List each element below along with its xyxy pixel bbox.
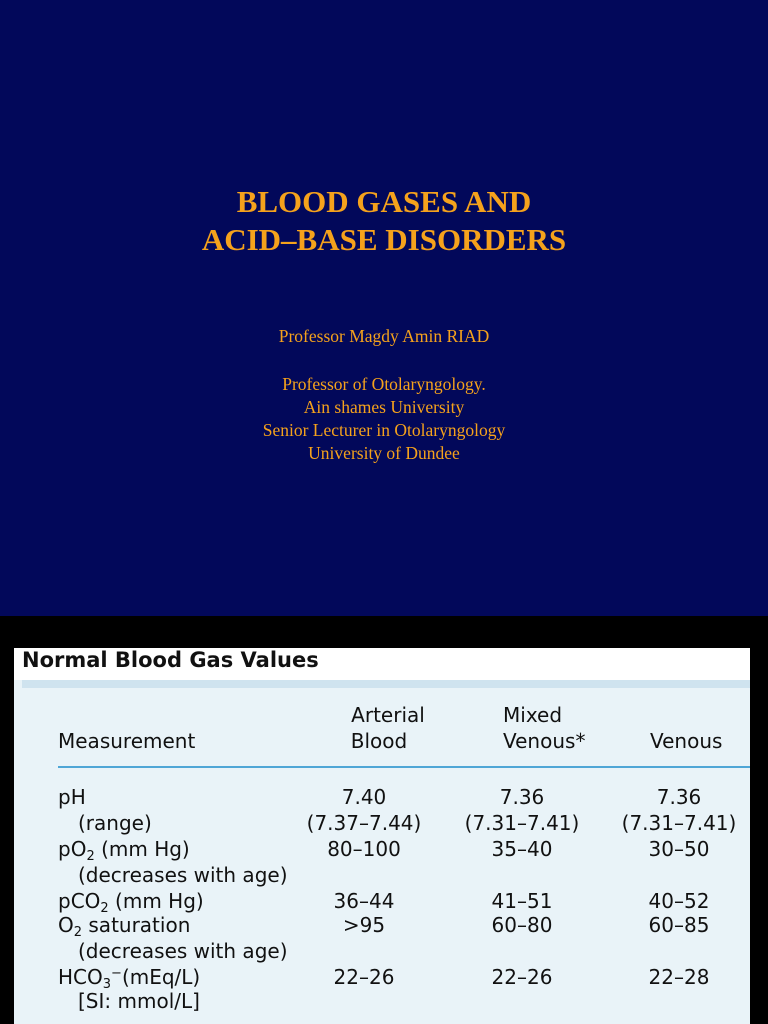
cell-mixed: (7.31–7.41) xyxy=(464,811,580,835)
row-note: (decreases with age) xyxy=(78,939,288,963)
table-heading-bar xyxy=(14,648,750,680)
cell-mixed: 35–40 xyxy=(491,837,553,861)
row-note-si: [SI: mmol/L] xyxy=(78,989,200,1013)
cell-mixed: 7.36 xyxy=(499,785,545,809)
cell-venous: 60–85 xyxy=(648,913,710,937)
cell-venous: 22–28 xyxy=(648,965,710,989)
row-label-pco2: pCO$_2$ (mm Hg) xyxy=(58,889,204,916)
author-name: Professor Magdy Amin RIAD xyxy=(278,326,490,346)
cell-venous: 30–50 xyxy=(648,837,710,861)
cell-arterial: 80–100 xyxy=(327,837,401,861)
title-line-2: ACID–BASE DISORDERS xyxy=(201,222,567,257)
cell-mixed: 41–51 xyxy=(491,889,553,913)
affiliation-line: Ain shames University xyxy=(303,397,465,417)
col-header-mixed-line1: Mixed xyxy=(503,703,563,727)
cell-arterial: (7.37–7.44) xyxy=(306,811,422,835)
col-header-arterial-line2: Blood xyxy=(350,729,408,753)
table-title: Normal Blood Gas Values xyxy=(22,648,319,672)
header-divider xyxy=(22,680,750,688)
row-label-ph: pH xyxy=(58,785,86,809)
cell-arterial: 7.40 xyxy=(341,785,387,809)
cell-arterial: >95 xyxy=(342,913,386,937)
cell-venous: 7.36 xyxy=(656,785,702,809)
cell-arterial: 36–44 xyxy=(333,889,395,913)
affiliations xyxy=(0,373,768,465)
affiliation-line: Senior Lecturer in Otolaryngology xyxy=(262,420,506,440)
affiliation-line: Professor of Otolaryngology. xyxy=(282,374,486,394)
col-header-measurement: Measurement xyxy=(58,729,196,753)
col-header-arterial-line1: Arterial xyxy=(351,703,425,727)
row-label-o2-saturation: $O_2$ saturation xyxy=(58,913,191,940)
row-label-po2: $pO_2$ (mm Hg) xyxy=(58,837,190,864)
cell-venous: (7.31–7.41) xyxy=(621,811,737,835)
cell-mixed: 60–80 xyxy=(491,913,553,937)
column-header-rule xyxy=(58,766,750,768)
cell-mixed: 22–26 xyxy=(491,965,553,989)
cell-arterial: 22–26 xyxy=(333,965,395,989)
blood-gas-table xyxy=(14,648,750,1024)
row-label-range: (range) xyxy=(78,811,152,835)
affiliation-line: University of Dundee xyxy=(308,443,460,463)
cell-venous: 40–52 xyxy=(648,889,710,913)
row-note: (decreases with age) xyxy=(78,863,288,887)
row-label-hco3: $HCO_3^-(mEq/L)$ xyxy=(58,965,201,992)
slide-title xyxy=(0,183,768,259)
col-header-mixed-line2: Venous* xyxy=(503,729,586,753)
col-header-venous: Venous xyxy=(650,729,723,753)
title-line-1: BLOOD GASES AND xyxy=(236,184,532,219)
